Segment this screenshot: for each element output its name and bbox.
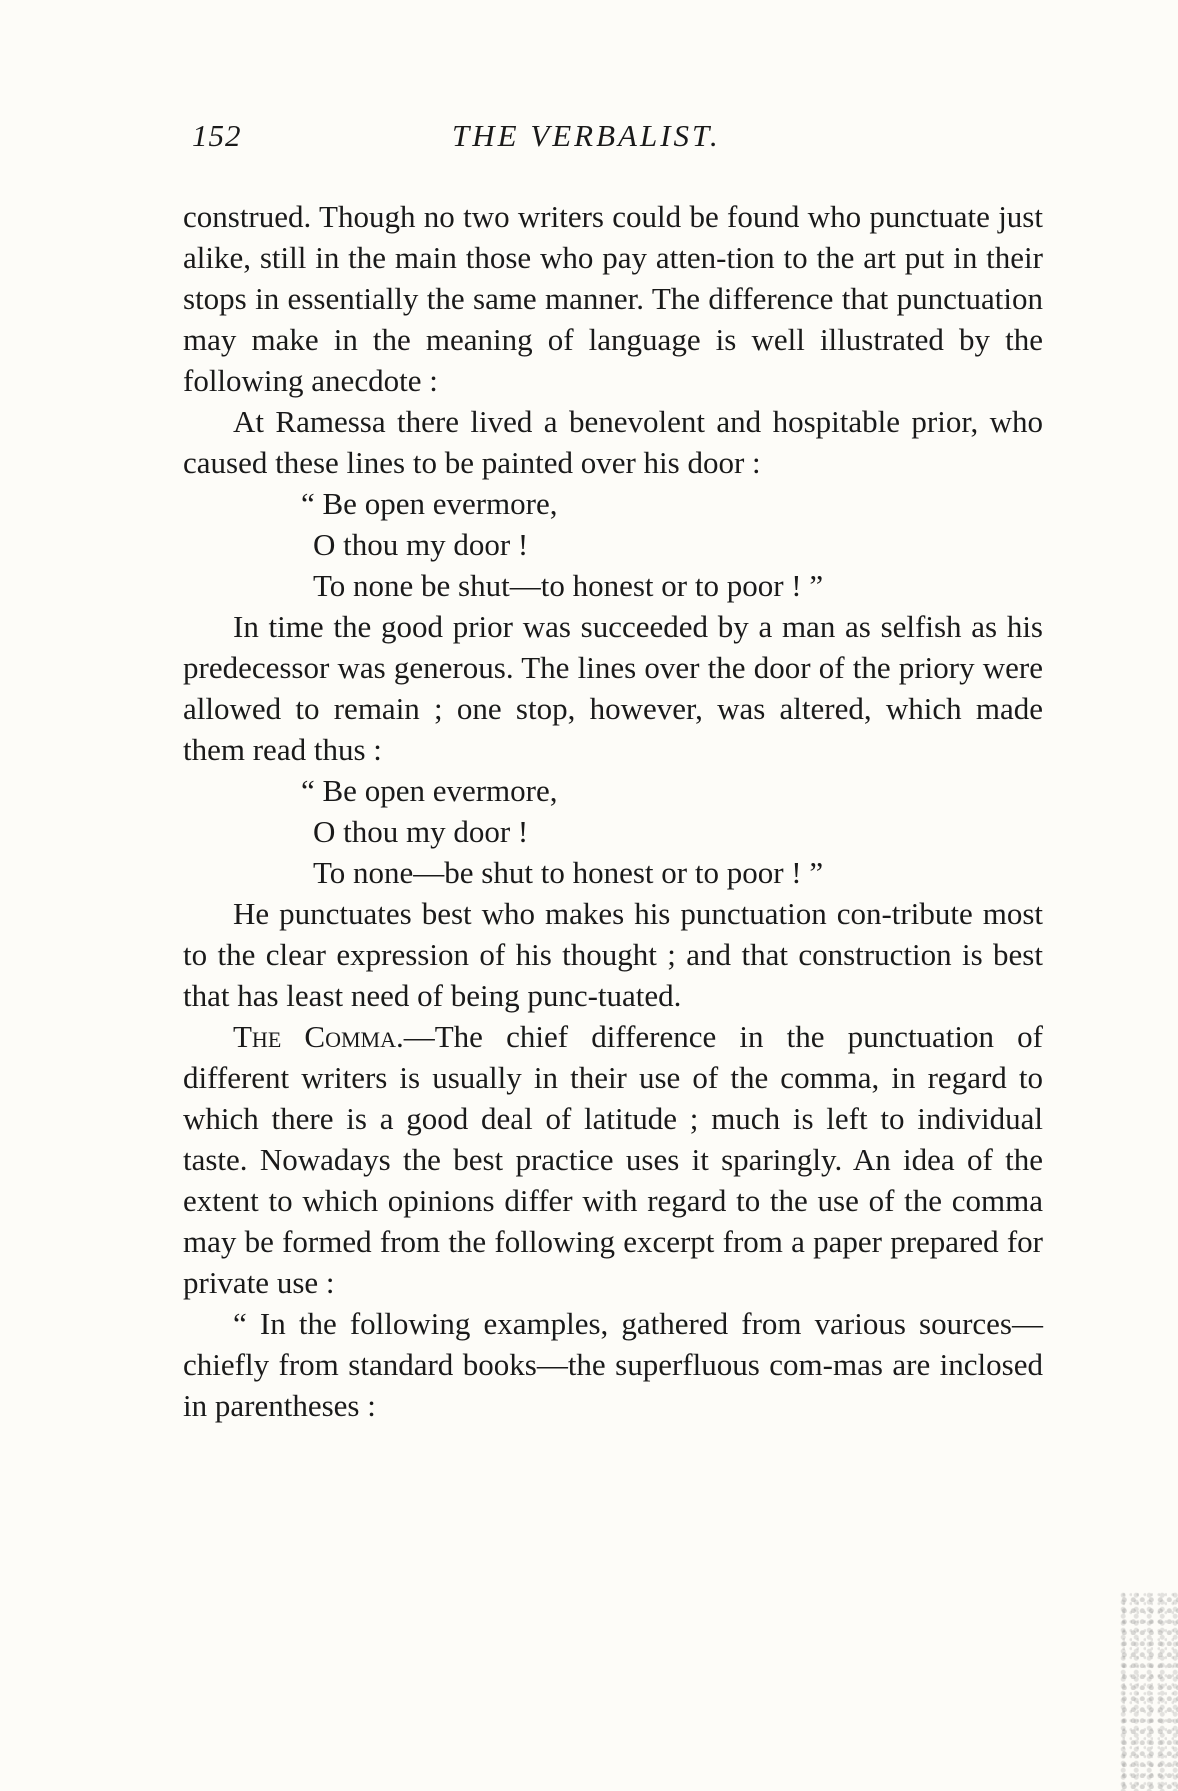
page-header xyxy=(0,118,1178,158)
verse-line: To none—be shut to honest or to poor ! ” xyxy=(313,855,824,890)
verse-altered xyxy=(183,770,1043,893)
paragraph-successor: In time the good prior was succeeded by a man as selfish as his predecessor was generous. The lines over the door of the priory were allowed to remain ; one stop, however, was altered, which made them read thus : xyxy=(183,609,1043,767)
paragraph-ramessa: At Ramessa there lived a benevolent and hospitable prior, who caused these lines to be painted over his door : xyxy=(183,404,1043,480)
verse-line: “ Be open evermore, xyxy=(301,486,558,521)
paragraph-examples: “ In the following examples, gathered from various sources—chiefly from standard books—the superfluous com-mas are inclosed in parentheses : xyxy=(183,1306,1043,1423)
paragraph-punctuates-best: He punctuates best who makes his punctuation con-tribute most to the clear expression of his thought ; and that construction is best that has least need of being punc-tuated. xyxy=(183,896,1043,1013)
verse-line: O thou my door ! xyxy=(313,814,529,849)
section-heading-comma: The Comma. xyxy=(233,1019,404,1054)
running-title: THE VERBALIST. xyxy=(452,118,721,153)
verse-line: To none be shut—to honest or to poor ! ” xyxy=(313,568,824,603)
paragraph-comma xyxy=(183,1016,1043,1303)
page-number: 152 xyxy=(192,118,242,153)
page-edge-speckle xyxy=(1118,1591,1178,1791)
verse-original xyxy=(183,483,1043,606)
verse-line: “ Be open evermore, xyxy=(301,773,558,808)
paragraph-continuation: construed. Though no two writers could be found who punctuate just alike, still in the main those who pay atten-tion to the art put in their stops in essentially the same manner. The difference that punctuation may make in the meaning of language is well illustrated by the following anecdote : xyxy=(183,199,1043,398)
page-body xyxy=(183,196,1043,1426)
paragraph-comma-text: —The chief difference in the punctuation of different writers is usually in their use of the comma, in regard to which there is a good deal of latitude ; much is left to individual taste. Nowadays the best practice uses it sparingly. An idea of the extent to which opinions differ with regard to the use of the comma may be formed from the following excerpt from a paper prepared for private use : xyxy=(183,1019,1044,1300)
verse-line: O thou my door ! xyxy=(313,527,529,562)
